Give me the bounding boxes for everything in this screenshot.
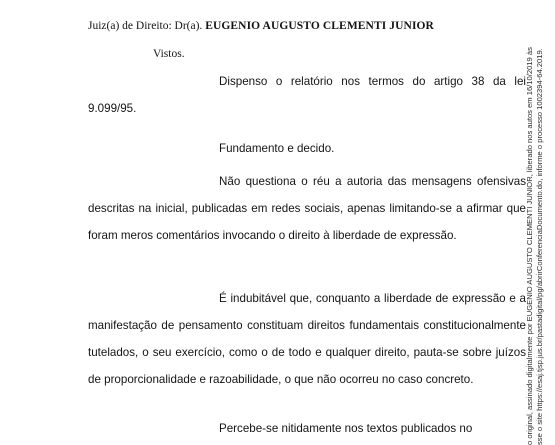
paragraph-dispenso: Dispenso o relatório nos termos do artigo 38 da lei 9.099/95. (88, 75, 526, 115)
vistos-label: Vistos. (153, 48, 185, 60)
digital-signature-note (525, 0, 555, 445)
judge-prefix: Juiz(a) de Direito: Dr(a). (88, 20, 206, 32)
paragraph-percebe: Percebe-se nitidamente nos textos publicados no (219, 422, 473, 435)
signature-note-line-2: sse o site https://esaj.tjsp.jus.br/pastadigital/pg/abrirConferenciaDocumento.do, informe o processo 1002394-64.2019. (534, 48, 544, 445)
signature-note-line-1: o original, assinado digitalmente por EUGENIO AUGUSTO CLEMENTI JUNIOR, liberado nos autos em 16/10/2019 às (525, 47, 534, 445)
judge-name: EUGENIO AUGUSTO CLEMENTI JUNIOR (205, 20, 434, 32)
judge-line (88, 20, 434, 32)
paragraph-nao-questiona: Não questiona o réu a autoria das mensagens ofensivas descritas na inicial, publicadas em redes sociais, apenas limitando-se a afirmar que foram meros comentários invocando o direito à liberdade de expressão. (88, 175, 526, 242)
paragraph-fundamento: Fundamento e decido. (219, 142, 335, 155)
paragraph-indubitavel: É indubitável que, conquanto a liberdade de expressão e a manifestação de pensamento constituam direitos fundamentais constitucionalmente tutelados, o seu exercício, como o de todo e qualquer direito, pauta-se sobre juízos de proporcionalidade e razoabilidade, o que não ocorreu no caso concreto. (88, 292, 526, 386)
